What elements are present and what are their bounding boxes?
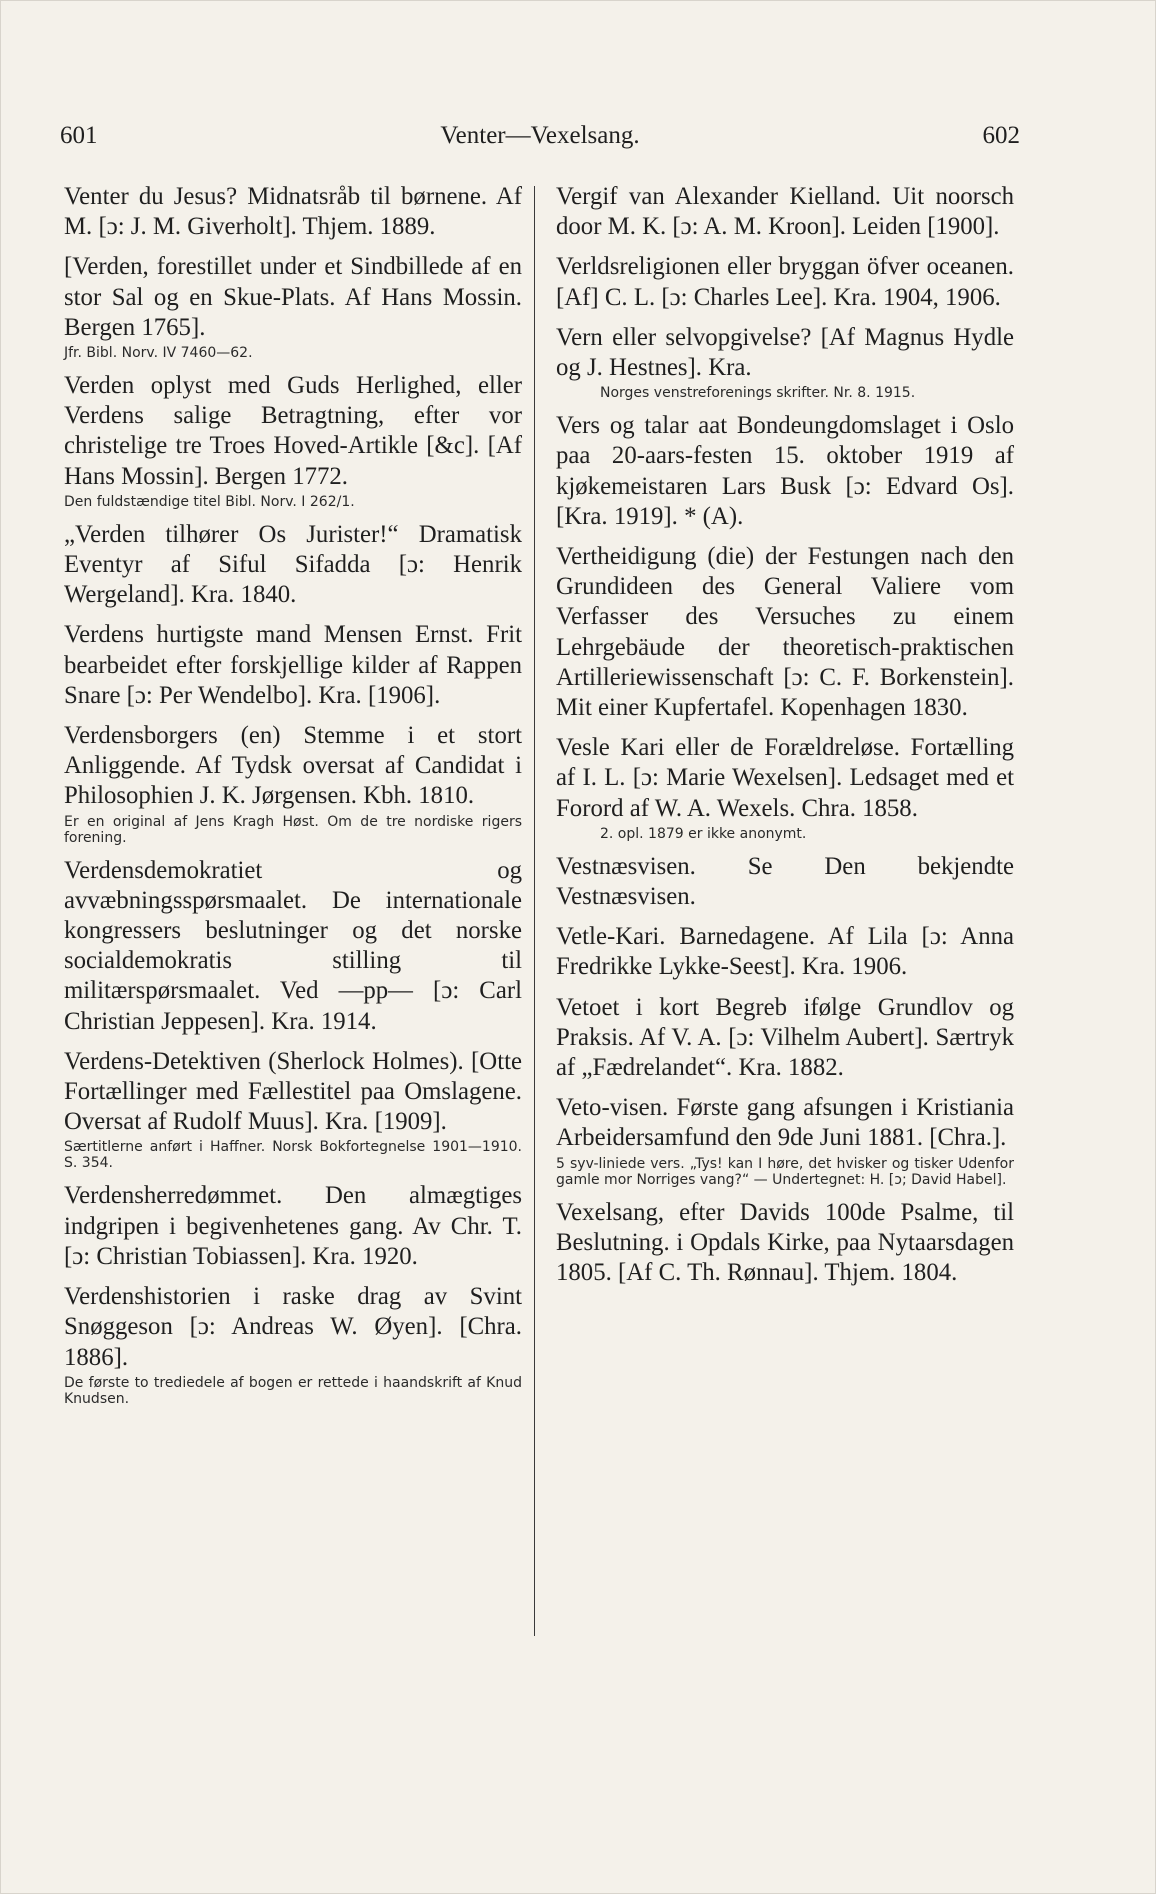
entry-text: Vertheidigung (die) der Festungen nach den Grundideen des General Valiere vom Verfasser des Versuches zu einem Lehrgebäude der theoretisch-praktischen Artilleriewissenschaft [ɔ: C. F. Borkenstein]. Mit einer Kupfertafel. Kopenhagen 1830. [556, 543, 1014, 722]
column-divider [534, 186, 535, 1636]
entry-note: Den fuldstændige titel Bibl. Norv. I 262/1. [64, 493, 355, 510]
catalog-entry [556, 542, 1014, 723]
entry-text: Verden oplyst med Guds Herlighed, eller Verdens salige Betragtning, efter vor christelige tre Troes Hoved-Artikle [&c]. [Af Hans Mossin]. Bergen 1772. [64, 372, 522, 490]
catalog-entry [64, 1282, 522, 1407]
entry-text: Verdens hurtigste mand Mensen Ernst. Frit bearbeidet efter forskjellige kilder af Rappen Snare [ɔ: Per Wendelbo]. Kra. [1906]. [64, 621, 522, 709]
catalog-entry [64, 1181, 522, 1272]
catalog-entry [556, 1198, 1014, 1289]
catalog-entry [556, 1093, 1014, 1187]
catalog-entry [64, 1047, 522, 1172]
entry-text: „Verden tilhører Os Jurister!“ Dramatisk Eventyr af Siful Sifadda [ɔ: Henrik Wergeland]. Kra. 1840. [64, 520, 522, 609]
entry-text: Vetle-Kari. Barnedagene. Af Lila [ɔ: Anna Fredrikke Lykke-Seest]. Kra. 1906. [556, 923, 1014, 981]
entry-text: Vesle Kari eller de Forældreløse. Fortælling af I. L. [ɔ: Marie Wexelsen]. Ledsaget med et Forord af W. A. Wexels. Chra. 1858. [556, 734, 1014, 822]
entry-note: 5 syv-liniede vers. „Tys! kan I høre, det hvisker og tisker Udenfor gamle mor Norriges vang?“ — Undertegnet: H. [ɔ; David Habel]. [556, 1155, 1014, 1188]
catalog-entry [556, 733, 1014, 842]
catalog-entry [556, 852, 1014, 912]
page-header [60, 122, 1020, 156]
entry-text: Vetoet i kort Begreb ifølge Grundlov og Praksis. Af V. A. [ɔ: Vilhelm Aubert]. Særtryk af „Fædrelandet“. Kra. 1882. [556, 993, 1014, 1082]
catalog-entry [64, 520, 522, 611]
catalog-entry [556, 922, 1014, 982]
entry-text: Vexelsang, efter Davids 100de Psalme, til Beslutning. i Opdals Kirke, paa Nytaarsdagen 1805. [Af C. Th. Rønnau]. Thjem. 1804. [556, 1198, 1014, 1287]
catalog-entry [64, 721, 522, 846]
entry-note: 2. opl. 1879 er ikke anonymt. [600, 825, 807, 842]
catalog-entry [556, 411, 1014, 532]
right-column [556, 182, 1014, 1298]
running-head: Venter—Vexelsang. [440, 122, 640, 149]
entry-text: Verdens-Detektiven (Sherlock Holmes). [Otte Fortællinger med Fællestitel paa Omslagene. Oversat af Rudolf Muus]. Kra. [1909]. [64, 1047, 522, 1136]
entry-text: Vestnæsvisen. Se Den bekjendte Vestnæsvisen. [556, 852, 1014, 911]
entry-text: Verdensdemokratiet og avvæbningsspørsmaalet. De internationale kongressers beslutninger og det norske socialdemokratis stilling til militærspørsmaalet. Ved —pp— [ɔ: Carl Christian Jeppesen]. Kra. 1914. [64, 856, 522, 1035]
entry-text: Vern eller selvopgivelse? [Af Magnus Hydle og J. Hestnes]. Kra. [556, 323, 1014, 382]
entry-note: Jfr. Bibl. Norv. IV 7460—62. [64, 345, 253, 362]
entry-note: Særtitlerne anført i Haffner. Norsk Bokfortegnelse 1901—1910. S. 354. [64, 1139, 522, 1172]
entry-text: Veto-visen. Første gang afsungen i Kristiania Arbeidersamfund den 9de Juni 1881. [Chra.]. [556, 1094, 1014, 1152]
catalog-entry [556, 993, 1014, 1084]
catalog-entry [64, 620, 522, 711]
page-number-right: 602 [982, 122, 1020, 149]
entry-text: Verldsreligionen eller bryggan öfver oceanen. [Af] C. L. [ɔ: Charles Lee]. Kra. 1904, 1906. [556, 253, 1014, 311]
entry-text: Venter du Jesus? Midnatsråb til børnene. Af M. [ɔ: J. M. Giverholt]. Thjem. 1889. [64, 183, 522, 241]
entry-text: Vergif van Alexander Kielland. Uit noorsch door M. K. [ɔ: A. M. Kroon]. Leiden [1900]. [556, 183, 1014, 241]
catalog-entry [64, 856, 522, 1037]
entry-note: Er en original af Jens Kragh Høst. Om de tre nordiske rigers forening. [64, 813, 522, 846]
entry-text: Verdenshistorien i raske drag av Svint Snøggeson [ɔ: Andreas W. Øyen]. [Chra. 1886]. [64, 1283, 522, 1371]
catalog-entry [556, 182, 1014, 242]
entry-note: De første to trediedele af bogen er rettede i haandskrift af Knud Knudsen. [64, 1374, 522, 1407]
entry-text: Verdensherredømmet. Den almægtiges indgripen i begivenhetenes gang. Av Chr. T. [ɔ: Christian Tobiassen]. Kra. 1920. [64, 1182, 522, 1270]
catalog-entry [556, 252, 1014, 312]
page-number-left: 601 [60, 122, 98, 149]
catalog-entry [556, 323, 1014, 401]
left-column [64, 182, 522, 1417]
entry-text: [Verden, forestillet under et Sindbillede af en stor Sal og en Skue-Plats. Af Hans Mossin. Bergen 1765]. [64, 253, 522, 341]
entry-text: Verdensborgers (en) Stemme i et stort Anliggende. Af Tydsk oversat af Candidat i Philosophien J. K. Jørgensen. Kbh. 1810. [64, 722, 522, 810]
entry-text: Vers og talar aat Bondeungdomslaget i Oslo paa 20-aars-festen 15. oktober 1919 af kjøkemeistaren Lars Busk [ɔ: Edvard Os]. [Kra. 1919]. * (A). [556, 412, 1014, 530]
entry-note: Norges venstreforenings skrifter. Nr. 8. 1915. [600, 385, 916, 402]
catalog-entry [64, 252, 522, 361]
catalog-entry [64, 182, 522, 242]
catalog-entry [64, 371, 522, 510]
